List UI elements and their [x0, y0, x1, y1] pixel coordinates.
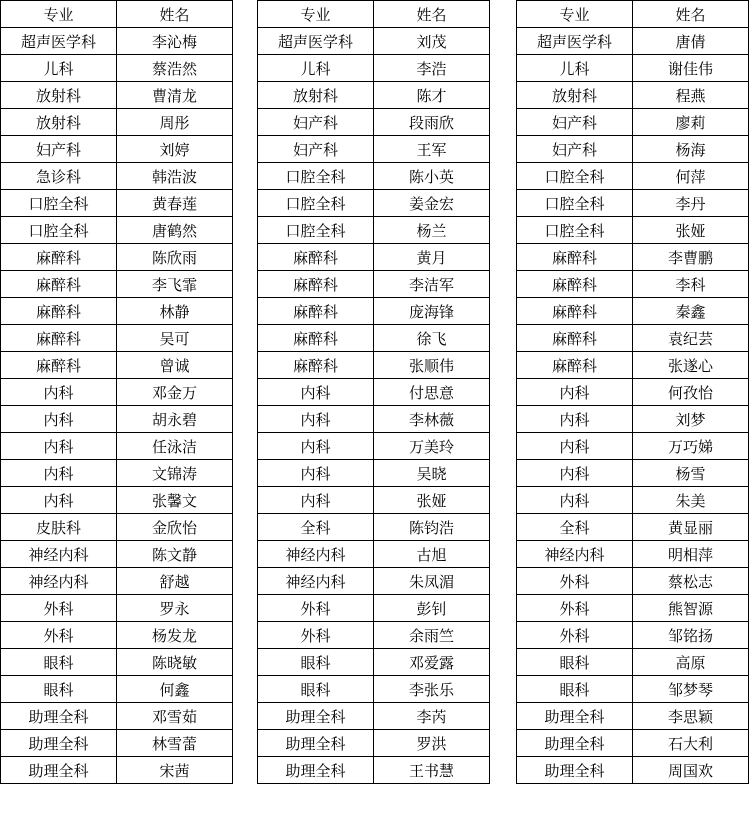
- table-row: [258, 271, 490, 298]
- major-cell: 儿科: [1, 55, 117, 82]
- major-cell: 麻醉科: [258, 244, 374, 271]
- name-cell: 吴晓: [374, 460, 490, 487]
- major-cell: 口腔全科: [258, 190, 374, 217]
- major-cell: 外科: [517, 622, 633, 649]
- major-cell: 麻醉科: [1, 244, 117, 271]
- major-cell: 助理全科: [258, 703, 374, 730]
- name-cell: 姜金宏: [374, 190, 490, 217]
- table-row: [258, 163, 490, 190]
- major-cell: 妇产科: [517, 136, 633, 163]
- major-cell: 妇产科: [1, 136, 117, 163]
- major-cell: 内科: [1, 487, 117, 514]
- name-cell: 陈才: [374, 82, 490, 109]
- major-cell: 全科: [258, 514, 374, 541]
- table-row: [517, 325, 749, 352]
- name-cell: 李林薇: [374, 406, 490, 433]
- table-row: [258, 514, 490, 541]
- name-cell: 刘婷: [117, 136, 233, 163]
- major-cell: 助理全科: [258, 730, 374, 757]
- name-cell: 陈小英: [374, 163, 490, 190]
- major-cell: 外科: [517, 568, 633, 595]
- table-row: [1, 757, 233, 784]
- name-cell: 石大利: [633, 730, 749, 757]
- table-row: [258, 298, 490, 325]
- table-row: [1, 649, 233, 676]
- name-cell: 林雪蕾: [117, 730, 233, 757]
- name-cell: 徐飞: [374, 325, 490, 352]
- table-row: [517, 514, 749, 541]
- major-cell: 外科: [258, 595, 374, 622]
- name-cell: 邓雪茹: [117, 703, 233, 730]
- name-cell: 杨海: [633, 136, 749, 163]
- table-row: [517, 271, 749, 298]
- table-row: [258, 433, 490, 460]
- major-cell: 内科: [258, 433, 374, 460]
- name-cell: 周国欢: [633, 757, 749, 784]
- table-row: [517, 406, 749, 433]
- major-cell: 助理全科: [1, 757, 117, 784]
- name-cell: 张馨文: [117, 487, 233, 514]
- major-cell: 皮肤科: [1, 514, 117, 541]
- major-cell: 内科: [1, 379, 117, 406]
- table-row: [517, 109, 749, 136]
- table-row: [258, 568, 490, 595]
- major-cell: 口腔全科: [517, 217, 633, 244]
- table-row: [258, 352, 490, 379]
- name-cell: 邹铭扬: [633, 622, 749, 649]
- name-cell: 蔡浩然: [117, 55, 233, 82]
- major-cell: 麻醉科: [1, 325, 117, 352]
- name-cell: 李曹鹏: [633, 244, 749, 271]
- table-row: [258, 541, 490, 568]
- name-cell: 何孜怡: [633, 379, 749, 406]
- name-cell: 罗永: [117, 595, 233, 622]
- name-cell: 李丹: [633, 190, 749, 217]
- major-cell: 麻醉科: [258, 352, 374, 379]
- table-row: [517, 730, 749, 757]
- name-cell: 明相萍: [633, 541, 749, 568]
- table-row: [258, 217, 490, 244]
- major-cell: 放射科: [258, 82, 374, 109]
- table-row: [517, 568, 749, 595]
- name-cell: 文锦涛: [117, 460, 233, 487]
- table-row: [258, 55, 490, 82]
- major-cell: 麻醉科: [517, 271, 633, 298]
- name-cell: 杨兰: [374, 217, 490, 244]
- major-cell: 口腔全科: [517, 163, 633, 190]
- major-cell: 麻醉科: [258, 298, 374, 325]
- major-cell: 内科: [517, 379, 633, 406]
- name-cell: 任泳洁: [117, 433, 233, 460]
- table-row: [1, 271, 233, 298]
- table-row: [1, 190, 233, 217]
- name-cell: 邓爱露: [374, 649, 490, 676]
- name-cell: 余雨竺: [374, 622, 490, 649]
- major-cell: 内科: [517, 487, 633, 514]
- name-cell: 陈欣雨: [117, 244, 233, 271]
- name-cell: 熊智源: [633, 595, 749, 622]
- table-row: [1, 595, 233, 622]
- name-cell: 廖莉: [633, 109, 749, 136]
- major-cell: 内科: [258, 487, 374, 514]
- major-cell: 神经内科: [258, 541, 374, 568]
- major-cell: 口腔全科: [258, 217, 374, 244]
- name-cell: 曹清龙: [117, 82, 233, 109]
- name-cell: 秦鑫: [633, 298, 749, 325]
- table-row: [258, 82, 490, 109]
- name-cell: 吴可: [117, 325, 233, 352]
- major-header: 专业: [1, 1, 117, 28]
- table-row: [517, 676, 749, 703]
- name-cell: 李科: [633, 271, 749, 298]
- major-cell: 外科: [517, 595, 633, 622]
- major-header: 专业: [517, 1, 633, 28]
- major-cell: 神经内科: [1, 541, 117, 568]
- table-row: [517, 352, 749, 379]
- major-cell: 放射科: [517, 82, 633, 109]
- table-row: [1, 244, 233, 271]
- major-cell: 助理全科: [1, 703, 117, 730]
- table-row: [517, 757, 749, 784]
- major-cell: 眼科: [258, 649, 374, 676]
- major-cell: 麻醉科: [258, 271, 374, 298]
- table-row: [1, 514, 233, 541]
- major-cell: 超声医学科: [517, 28, 633, 55]
- table-row: [1, 676, 233, 703]
- name-cell: 唐倩: [633, 28, 749, 55]
- name-cell: 彭钊: [374, 595, 490, 622]
- table-row: [258, 703, 490, 730]
- table-row: [517, 703, 749, 730]
- name-cell: 李芮: [374, 703, 490, 730]
- table-row: [258, 406, 490, 433]
- major-cell: 妇产科: [258, 136, 374, 163]
- name-cell: 陈文静: [117, 541, 233, 568]
- table-row: [1, 406, 233, 433]
- name-cell: 袁纪芸: [633, 325, 749, 352]
- header-row: [517, 1, 749, 28]
- major-cell: 助理全科: [517, 757, 633, 784]
- name-cell: 邓金万: [117, 379, 233, 406]
- table-row: [517, 649, 749, 676]
- name-cell: 金欣怡: [117, 514, 233, 541]
- major-cell: 急诊科: [1, 163, 117, 190]
- name-cell: 罗洪: [374, 730, 490, 757]
- table-row: [258, 649, 490, 676]
- major-cell: 口腔全科: [258, 163, 374, 190]
- table-row: [258, 136, 490, 163]
- major-cell: 眼科: [517, 676, 633, 703]
- major-cell: 口腔全科: [1, 190, 117, 217]
- major-cell: 助理全科: [517, 703, 633, 730]
- table-row: [1, 352, 233, 379]
- table-row: [517, 190, 749, 217]
- name-cell: 黄春莲: [117, 190, 233, 217]
- table-row: [1, 82, 233, 109]
- major-cell: 神经内科: [1, 568, 117, 595]
- name-cell: 胡永碧: [117, 406, 233, 433]
- table-row: [517, 136, 749, 163]
- name-cell: 张顺伟: [374, 352, 490, 379]
- roster-table-2: [257, 0, 490, 784]
- table-row: [258, 379, 490, 406]
- major-cell: 内科: [517, 433, 633, 460]
- major-cell: 内科: [258, 379, 374, 406]
- table-row: [517, 28, 749, 55]
- major-cell: 全科: [517, 514, 633, 541]
- table-row: [258, 460, 490, 487]
- roster-table-3: [516, 0, 749, 784]
- name-cell: 李思颖: [633, 703, 749, 730]
- table-row: [517, 460, 749, 487]
- major-cell: 麻醉科: [258, 325, 374, 352]
- name-cell: 杨雪: [633, 460, 749, 487]
- major-cell: 助理全科: [517, 730, 633, 757]
- table-row: [517, 595, 749, 622]
- major-cell: 内科: [517, 460, 633, 487]
- name-cell: 谢佳伟: [633, 55, 749, 82]
- major-cell: 外科: [258, 622, 374, 649]
- major-cell: 眼科: [1, 676, 117, 703]
- table-row: [517, 487, 749, 514]
- major-cell: 超声医学科: [258, 28, 374, 55]
- table-row: [1, 55, 233, 82]
- major-cell: 麻醉科: [517, 244, 633, 271]
- name-cell: 古旭: [374, 541, 490, 568]
- major-cell: 妇产科: [517, 109, 633, 136]
- table-row: [1, 163, 233, 190]
- name-header: 姓名: [633, 1, 749, 28]
- table-row: [258, 244, 490, 271]
- major-cell: 眼科: [1, 649, 117, 676]
- major-cell: 口腔全科: [517, 190, 633, 217]
- name-cell: 韩浩波: [117, 163, 233, 190]
- table-row: [1, 433, 233, 460]
- name-cell: 李沁梅: [117, 28, 233, 55]
- name-cell: 张娅: [633, 217, 749, 244]
- name-cell: 王书慧: [374, 757, 490, 784]
- table-row: [1, 568, 233, 595]
- name-cell: 李飞霏: [117, 271, 233, 298]
- name-cell: 陈晓敏: [117, 649, 233, 676]
- table-row: [258, 190, 490, 217]
- major-cell: 内科: [1, 460, 117, 487]
- table-row: [517, 244, 749, 271]
- table-row: [258, 325, 490, 352]
- major-cell: 放射科: [1, 109, 117, 136]
- name-header: 姓名: [117, 1, 233, 28]
- table-row: [258, 676, 490, 703]
- major-cell: 内科: [1, 406, 117, 433]
- major-cell: 麻醉科: [517, 298, 633, 325]
- major-cell: 外科: [1, 622, 117, 649]
- table-row: [1, 730, 233, 757]
- name-cell: 宋茜: [117, 757, 233, 784]
- table-row: [517, 622, 749, 649]
- major-cell: 麻醉科: [517, 352, 633, 379]
- major-cell: 口腔全科: [1, 217, 117, 244]
- major-cell: 麻醉科: [517, 325, 633, 352]
- table-row: [517, 82, 749, 109]
- name-cell: 高原: [633, 649, 749, 676]
- name-cell: 万巧娣: [633, 433, 749, 460]
- table-row: [258, 109, 490, 136]
- name-cell: 张遂心: [633, 352, 749, 379]
- major-cell: 妇产科: [258, 109, 374, 136]
- table-row: [1, 136, 233, 163]
- major-cell: 儿科: [517, 55, 633, 82]
- table-row: [258, 622, 490, 649]
- major-cell: 超声医学科: [1, 28, 117, 55]
- name-cell: 杨发龙: [117, 622, 233, 649]
- name-cell: 黄月: [374, 244, 490, 271]
- name-cell: 刘梦: [633, 406, 749, 433]
- major-cell: 内科: [258, 460, 374, 487]
- major-cell: 麻醉科: [1, 271, 117, 298]
- table-row: [1, 460, 233, 487]
- name-cell: 曾诚: [117, 352, 233, 379]
- major-cell: 麻醉科: [1, 298, 117, 325]
- major-cell: 眼科: [517, 649, 633, 676]
- table-row: [258, 730, 490, 757]
- major-cell: 眼科: [258, 676, 374, 703]
- table-row: [517, 163, 749, 190]
- table-row: [1, 541, 233, 568]
- name-cell: 程燕: [633, 82, 749, 109]
- name-cell: 蔡松志: [633, 568, 749, 595]
- table-row: [1, 703, 233, 730]
- table-row: [517, 541, 749, 568]
- major-header: 专业: [258, 1, 374, 28]
- name-cell: 唐鹤然: [117, 217, 233, 244]
- table-row: [517, 55, 749, 82]
- name-cell: 周彤: [117, 109, 233, 136]
- major-cell: 外科: [1, 595, 117, 622]
- table-row: [1, 487, 233, 514]
- major-cell: 儿科: [258, 55, 374, 82]
- major-cell: 助理全科: [1, 730, 117, 757]
- name-cell: 陈钧浩: [374, 514, 490, 541]
- table-row: [258, 595, 490, 622]
- major-cell: 放射科: [1, 82, 117, 109]
- name-cell: 万美玲: [374, 433, 490, 460]
- table-row: [1, 298, 233, 325]
- name-cell: 李浩: [374, 55, 490, 82]
- name-cell: 何鑫: [117, 676, 233, 703]
- table-row: [1, 379, 233, 406]
- header-row: [1, 1, 233, 28]
- table-row: [258, 487, 490, 514]
- name-cell: 刘茂: [374, 28, 490, 55]
- table-row: [1, 109, 233, 136]
- name-cell: 何萍: [633, 163, 749, 190]
- table-row: [1, 622, 233, 649]
- table-row: [1, 325, 233, 352]
- table-row: [258, 28, 490, 55]
- name-cell: 王军: [374, 136, 490, 163]
- name-cell: 邹梦琴: [633, 676, 749, 703]
- major-cell: 神经内科: [258, 568, 374, 595]
- table-row: [517, 217, 749, 244]
- major-cell: 助理全科: [258, 757, 374, 784]
- name-cell: 张娅: [374, 487, 490, 514]
- table-row: [1, 28, 233, 55]
- name-cell: 李张乐: [374, 676, 490, 703]
- name-header: 姓名: [374, 1, 490, 28]
- name-cell: 李洁军: [374, 271, 490, 298]
- name-cell: 庞海锋: [374, 298, 490, 325]
- name-cell: 朱凤湄: [374, 568, 490, 595]
- name-cell: 付思意: [374, 379, 490, 406]
- major-cell: 麻醉科: [1, 352, 117, 379]
- name-cell: 舒越: [117, 568, 233, 595]
- major-cell: 内科: [1, 433, 117, 460]
- name-cell: 朱美: [633, 487, 749, 514]
- table-row: [517, 379, 749, 406]
- major-cell: 内科: [517, 406, 633, 433]
- table-row: [258, 757, 490, 784]
- name-cell: 林静: [117, 298, 233, 325]
- header-row: [258, 1, 490, 28]
- table-row: [1, 217, 233, 244]
- table-row: [517, 298, 749, 325]
- major-cell: 神经内科: [517, 541, 633, 568]
- major-cell: 内科: [258, 406, 374, 433]
- roster-table-1: [0, 0, 233, 784]
- name-cell: 黄显丽: [633, 514, 749, 541]
- name-cell: 段雨欣: [374, 109, 490, 136]
- table-row: [517, 433, 749, 460]
